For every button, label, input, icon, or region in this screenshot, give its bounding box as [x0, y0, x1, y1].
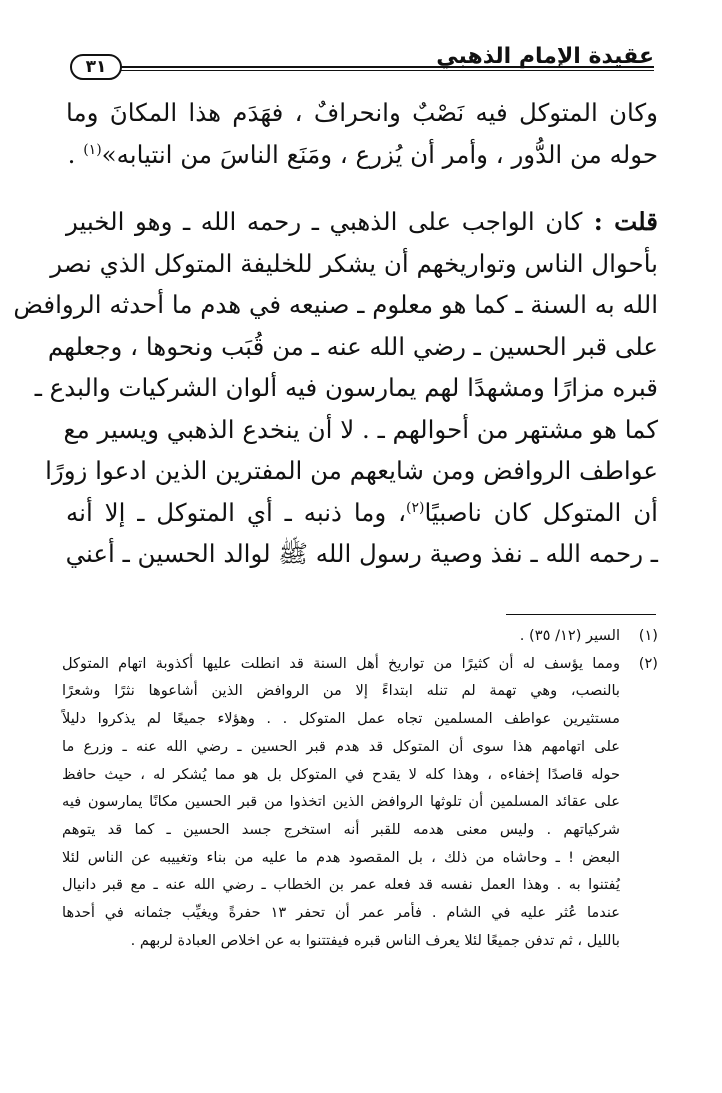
footnote-ref: (١): [83, 141, 102, 158]
body-line: ـ رحمه الله ـ نفذ وصية رسول الله ﷺ لوالد الحسين ـ أعني: [65, 539, 658, 568]
body-line: عواطف الروافض ومن شايعهم من المفترين الذين ادعوا زورًا: [45, 456, 658, 485]
body-line: الله به السنة ـ كما هو معلوم ـ صنيعه في هدم ما أحدثه الروافض: [13, 290, 658, 319]
body-line-text: حوله من الدُّور ، وأمر أن يُزرع ، ومَنَع الناسَ من انتيابه»: [101, 139, 658, 169]
paragraph-comment: [13, 201, 658, 575]
footnotes: [62, 622, 658, 954]
page-number-badge: [70, 54, 122, 80]
footnote-separator: [506, 614, 656, 615]
footnote-number: (٢): [638, 654, 658, 672]
footnote-ref: (٢): [406, 499, 425, 516]
header-rule: [120, 66, 654, 71]
footnote-text: [62, 622, 620, 650]
body-line: [66, 201, 658, 243]
body-line: على قبر الحسين ـ رضي الله عنه ـ من قُبَب ونحوها ، وجعلهم: [47, 331, 658, 361]
page-header: [64, 40, 654, 88]
footnote-line: حوله قاصدًا إخفاءه ، وهذا كله لا يقدح في المتوكل بل هو مما يُشكر له ، حيث حافظ: [62, 765, 620, 783]
body-line: بأحوال الناس وتواريخهم أن يشكر للخليفة المتوكل الذي نصر: [50, 248, 658, 278]
body-line: [66, 492, 658, 534]
body-text: [13, 92, 658, 575]
footnote-line: ومما يؤسف له أن كثيرًا من تواريخ أهل السنة قد انطلت عليها أكذوبة اتهام المتوكل: [62, 654, 620, 672]
body-line: وكان المتوكل فيه نَصْبٌ وانحرافٌ ، فهَدَم هذا المكانَ وما: [66, 98, 658, 127]
footnote-line: بالنصب، وهي تهمة لم تنله ابتداءً إلا من الروافض الذين أشاعوها نثرًا وشعرًا: [62, 682, 620, 700]
footnote-line: عندما عُثر عليه في الشام . فأمر عمر أن تحفر ١٣ حفرةً ويغيِّب جثمانه في أحدها: [62, 904, 620, 922]
body-line-end: .: [67, 139, 84, 169]
body-line-text: ، وما ذنبه ـ أي المتوكل ـ إلا أنه: [66, 497, 406, 527]
footnote-line: يُفتنوا به . وهذا العمل نفسه قد فعله عمر بن الخطاب ـ رضي الله عنه ـ مع قبر دانيال: [62, 876, 620, 894]
paragraph-quote: [66, 92, 658, 175]
footnote-number: (١): [638, 627, 658, 644]
body-line: [66, 134, 658, 176]
footnote-line: السير (١٢/ ٣٥) .: [519, 627, 620, 644]
body-line-text: كان الواجب على الذهبي ـ رحمه الله ـ وهو الخبير: [66, 207, 583, 236]
footnote-line: بالليل ، ثم تدفن جميعًا لئلا يعرف الناس قبره فيفتتنوا به عن اخلاص العبادة لربهم .: [130, 931, 620, 949]
footnote-line: على اتهامهم هذا سوى أن المتوكل قد هدم قبر الحسين ـ رضي الله عنه ـ وزرع ما: [62, 737, 620, 755]
comment-lead: قلت :: [582, 207, 658, 236]
footnote-line: البعض ! ـ وحاشاه من ذلك ، بل المقصود هدم ما عليه من بناء وتغييبه عن الناس لئلا: [62, 848, 620, 866]
footnote-2-continuation: [62, 677, 620, 954]
footnote-line: مستثيرين عواطف المسلمين تجاه عمل المتوكل . . وهؤلاء جميعًا لم يذكروا دليلاً: [62, 710, 620, 728]
footnote-line: شركياتهم . وليس معنى هدمه للقبر أنه استخرج جسد الحسين ـ كما قد يتوهم: [62, 820, 620, 838]
body-line: قبره مزارًا ومشهدًا لهم يمارسون فيه ألوان الشركيات والبدع ـ: [34, 373, 658, 402]
footnote-1: [62, 622, 658, 650]
footnote-text: [62, 650, 620, 678]
running-title: عقيدة الإمام الذهبي: [436, 44, 654, 69]
body-line-text: أن المتوكل كان ناصبيًا: [424, 497, 658, 527]
footnote-2: [62, 650, 658, 678]
footnote-line: على عقائد المسلمين أن تلوثها الروافض الذين اتخذوا من قبر الحسين مكانًا يمارسون فيه: [62, 793, 620, 811]
body-line: كما هو مشتهر من أحوالهم ـ . لا أن ينخدع الذهبي ويسير مع: [63, 414, 658, 444]
page-number: ٣١: [85, 57, 107, 77]
